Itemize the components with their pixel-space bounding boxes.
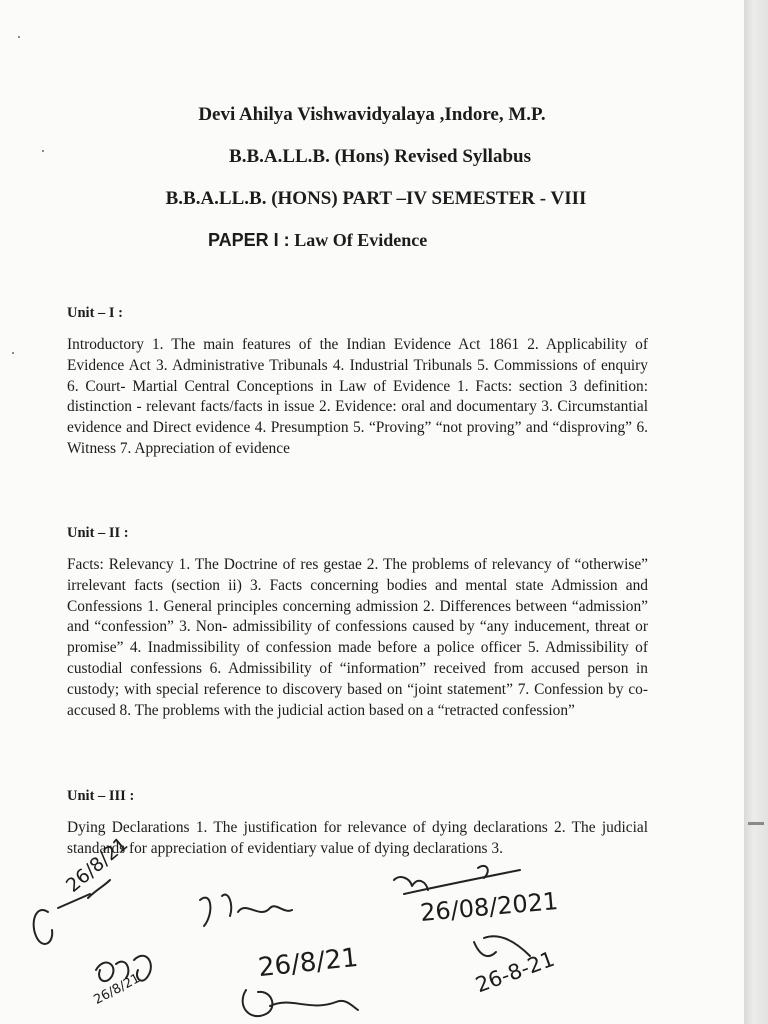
unit-2-heading: Unit – II : [67,525,129,541]
scan-speck [18,36,20,38]
unit-1-heading: Unit – I : [67,305,123,321]
unit-3-text: Dying Declarations 1. The justification for relevance of dying declarations 2. The judicial standards for appreciation of evidentiary value of dying declarations 3. [67,819,648,857]
handwritten-date-3: 26/8/21 [91,971,143,1008]
handwritten-date-1: 26/8/21 [62,832,133,897]
scan-speck [12,352,14,354]
paper-title [208,230,427,251]
handwritten-date-4: 26/08/2021 [419,887,560,927]
paper-label: PAPER I : [208,230,290,250]
scan-speck [42,150,44,152]
handwritten-date-5: 26-8-21 [472,946,558,998]
unit-1-text: Introductory 1. The main features of the Indian Evidence Act 1861 2. Applicability of Evidence Act 3. Administrative Tribunals 4. Industrial Tribunals 5. Commissions of enquiry 6. Court- Martial Central Conceptions in Law of Evidence 1. Facts: section 3 definition: distinction - relevant facts/facts in issue 2. Evidence: oral and documentary 3. Circumstantial evidence and Direct evidence 4. Presumption 5. “Proving” “not proving” and “disproving” 6. Witness 7. Appreciation of evidence [67,336,648,457]
scan-edge-mark [748,822,764,825]
semester-title: B.B.A.LL.B. (HONS) PART –IV SEMESTER - VIII [165,188,587,209]
unit-2-text: Facts: Relevancy 1. The Doctrine of res gestae 2. The problems of relevancy of “otherwise” irrelevant facts (section ii) 3. Facts concerning bodies and mental state Admission and Confessions 1. General principles concerning admission 2. Differences between “admission” and “confession” 3. Non- admissibility of confessions caused by “any inducement, threat or promise” 4. Inadmissibility of confession made before a police officer 5. Admissibility of custodial confessions 6. Admissibility of “information” received from accused person in custody; with special reference to discovery based on “joint statement” 7. Confession by co-accused 8. The problems with the judicial action based on a “retracted confession” [67,556,648,719]
handwritten-date-2: 26/8/21 [256,942,360,984]
syllabus-title: B.B.A.LL.B. (Hons) Revised Syllabus [229,146,531,167]
unit-3-heading: Unit – III : [67,788,135,804]
paper-subject: Law Of Evidence [289,230,428,250]
scan-page-edge [744,0,768,1024]
university-name: Devi Ahilya Vishwavidyalaya ,Indore, M.P. [198,104,546,125]
